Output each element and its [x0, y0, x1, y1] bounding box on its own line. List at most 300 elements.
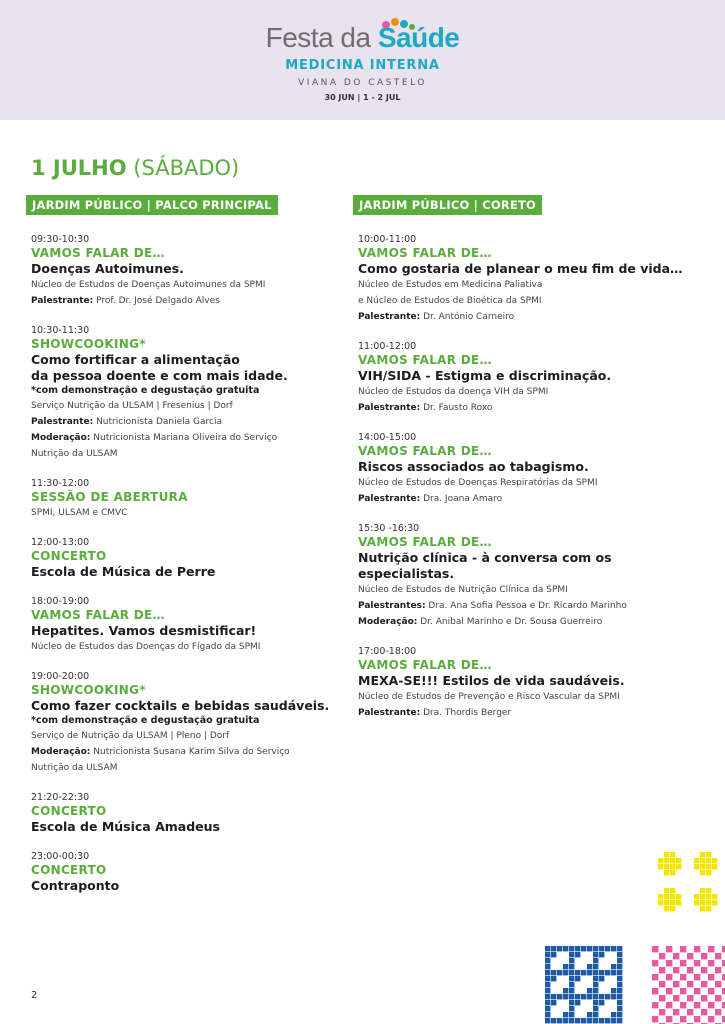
detail-label: Palestrante:	[358, 403, 421, 413]
tile-square	[587, 1012, 592, 1017]
tile-square	[659, 1009, 665, 1015]
tile-square	[551, 994, 556, 999]
tile-square	[706, 858, 711, 863]
left-column	[26, 194, 336, 909]
tile-square	[563, 970, 568, 975]
tile-square	[664, 900, 669, 905]
tile-square	[658, 864, 663, 869]
day-title	[31, 156, 239, 180]
event-detail-line	[31, 446, 336, 462]
detail-text: Núcleo de Estudos de Doenças Respiratórias da SPMI	[358, 478, 598, 488]
event-type: SHOWCOOKING*	[31, 683, 146, 697]
event-detail-line	[31, 398, 336, 414]
detail-label: Moderação:	[31, 433, 91, 443]
event-detail-line	[358, 400, 698, 416]
schedule-item	[31, 595, 336, 655]
tile-square	[569, 976, 574, 981]
tile-square	[575, 970, 580, 975]
tile-square	[708, 974, 714, 980]
tile-square	[670, 870, 675, 875]
tile-square	[666, 946, 672, 952]
detail-label: Palestrante:	[358, 708, 421, 718]
tile-square	[587, 1018, 592, 1023]
tile-square	[680, 988, 686, 994]
detail-label: Moderação:	[31, 747, 91, 757]
detail-text: Núcleo de Estudos em Medicina Paliativa	[358, 280, 543, 290]
tile-square	[680, 960, 686, 966]
detail-text: Serviço Nutrição da ULSAM | Fresenius | Dorf	[31, 401, 233, 411]
tile-square	[706, 864, 711, 869]
tile-square	[715, 967, 721, 973]
tile-square	[551, 952, 556, 957]
tile-square	[569, 1012, 574, 1017]
tile-square	[545, 982, 550, 987]
tile-square	[670, 852, 675, 857]
tile-square	[687, 995, 693, 1001]
right-column	[353, 194, 698, 736]
left-event-list	[26, 233, 336, 894]
event-detail-line	[31, 430, 336, 446]
tile-square	[670, 858, 675, 863]
tile-square	[569, 982, 574, 987]
event-detail-line	[358, 614, 698, 630]
event-title: Escola de Música de Perre	[31, 564, 216, 579]
tile-square	[617, 958, 622, 963]
event-detail-line	[358, 689, 698, 705]
tile-square	[673, 953, 679, 959]
tile-square	[617, 1018, 622, 1023]
tile-square	[587, 964, 592, 969]
detail-text: Dr. Fausto Roxo	[420, 403, 493, 413]
event-note: *com demonstração e degustação gratuita	[31, 385, 260, 396]
tile-square	[687, 1009, 693, 1015]
event-time: 21:20-22:30	[31, 792, 90, 803]
event-type: VAMOS FALAR DE…	[358, 535, 492, 549]
event-title: Escola de Música Amadeus	[31, 819, 220, 834]
right-event-list	[353, 233, 698, 721]
detail-label: Palestrantes:	[358, 601, 426, 611]
event-detail-line	[31, 293, 336, 309]
tile-square	[605, 994, 610, 999]
tile-square	[599, 994, 604, 999]
tile-square	[605, 946, 610, 951]
tile-square	[617, 952, 622, 957]
tile-square	[664, 906, 669, 911]
logo-prefix: Festa da	[265, 22, 378, 53]
tile-square	[708, 1016, 714, 1022]
tile-square	[694, 894, 699, 899]
tile-square	[617, 1000, 622, 1005]
tile-square	[563, 994, 568, 999]
detail-text: Dra. Thordis Berger	[420, 708, 512, 718]
detail-text: Núcleo de Estudos de Doenças Autoimunes da SPMI	[31, 280, 266, 290]
tile-square	[593, 958, 598, 963]
tile-square	[664, 870, 669, 875]
tile-square	[687, 953, 693, 959]
tile-square	[666, 1002, 672, 1008]
tile-square	[676, 864, 681, 869]
tile-square	[694, 858, 699, 863]
tile-square	[700, 852, 705, 857]
event-type: VAMOS FALAR DE…	[31, 246, 165, 260]
event-time: 17:00-18:00	[358, 646, 417, 657]
event-dates: 30 JUN | 1 - 2 JUL	[324, 93, 401, 102]
tile-square	[659, 953, 665, 959]
pink-tile-pattern-icon	[652, 946, 725, 1024]
tile-square	[569, 958, 574, 963]
tile-square	[676, 894, 681, 899]
tile-square	[694, 960, 700, 966]
event-note: *com demonstração e degustação gratuita	[31, 715, 260, 726]
tile-square	[545, 958, 550, 963]
tile-square	[611, 964, 616, 969]
tile-square	[700, 888, 705, 893]
detail-text: Núcleo de Estudos das Doenças do Fígado da SPMI	[31, 642, 261, 652]
schedule-item	[358, 340, 698, 416]
tile-square	[694, 900, 699, 905]
tile-square	[557, 994, 562, 999]
tile-square	[593, 970, 598, 975]
tile-square	[599, 1000, 604, 1005]
tile-square	[575, 952, 580, 957]
detail-text: Serviço de Nutrição da ULSAM | Pleno | Dorf	[31, 731, 230, 741]
tile-square	[593, 994, 598, 999]
tile-square	[659, 995, 665, 1001]
tile-square	[575, 976, 580, 981]
tile-square	[687, 981, 693, 987]
tile-square	[652, 1002, 658, 1008]
tile-square	[545, 1012, 550, 1017]
tile-square	[569, 994, 574, 999]
detail-label: Palestrante:	[31, 296, 94, 306]
event-time: 15:30 -16:30	[358, 523, 420, 534]
tile-square	[670, 864, 675, 869]
tile-square	[670, 894, 675, 899]
schedule-item	[31, 324, 336, 462]
event-type: VAMOS FALAR DE…	[358, 444, 492, 458]
tile-square	[712, 858, 717, 863]
tile-square	[599, 970, 604, 975]
event-city: VIANA DO CASTELO	[298, 78, 427, 88]
tile-square	[706, 888, 711, 893]
event-time: 10:30-11:30	[31, 325, 90, 336]
event-type: VAMOS FALAR DE…	[358, 658, 492, 672]
tile-square	[575, 994, 580, 999]
detail-text: Nutricionista Mariana Oliveira do Serviço	[90, 433, 278, 443]
tile-square	[569, 988, 574, 993]
event-detail-line	[31, 277, 336, 293]
event-time: 23:00-00:30	[31, 851, 90, 862]
tile-square	[701, 981, 707, 987]
tile-square	[658, 858, 663, 863]
tile-square	[557, 970, 562, 975]
tile-square	[712, 864, 717, 869]
tile-square	[694, 946, 700, 952]
tile-square	[666, 1016, 672, 1022]
tile-square	[617, 964, 622, 969]
tile-square	[617, 1012, 622, 1017]
event-title: Contraponto	[31, 878, 120, 893]
tile-square	[599, 976, 604, 981]
tile-square	[563, 1012, 568, 1017]
tile-square	[715, 995, 721, 1001]
tile-square	[658, 894, 663, 899]
tile-square	[611, 946, 616, 951]
tile-square	[676, 858, 681, 863]
event-time: 11:00-12:00	[358, 341, 417, 352]
detail-label: Palestrante:	[31, 417, 94, 427]
tile-square	[593, 964, 598, 969]
tile-square	[563, 946, 568, 951]
event-title: Como fazer cocktails e bebidas saudáveis.	[31, 698, 330, 713]
tile-square	[670, 900, 675, 905]
detail-text: Núcleo de Estudos de Nutrição Clínica da SPMI	[358, 585, 568, 595]
tile-square	[652, 988, 658, 994]
event-detail-line	[358, 293, 698, 309]
detail-text: Prof. Dr. José Delgado Alves	[93, 296, 220, 306]
event-title: VIH/SIDA - Estigma e discriminação.	[358, 368, 612, 383]
tile-square	[700, 858, 705, 863]
event-detail-line	[31, 744, 336, 760]
tile-square	[599, 1018, 604, 1023]
tile-square	[611, 994, 616, 999]
tile-square	[545, 964, 550, 969]
tile-square	[670, 888, 675, 893]
tile-square	[551, 976, 556, 981]
tile-square	[569, 970, 574, 975]
tile-square	[652, 974, 658, 980]
tile-square	[715, 981, 721, 987]
tile-square	[563, 988, 568, 993]
tile-square	[694, 864, 699, 869]
tile-square	[545, 976, 550, 981]
event-type: CONCERTO	[31, 863, 107, 877]
schedule-item	[31, 850, 336, 894]
detail-text: Nutricionista Daniela Garcia	[93, 417, 223, 427]
tile-square	[673, 967, 679, 973]
tile-square	[605, 970, 610, 975]
event-time: 09:30-10:30	[31, 234, 90, 245]
tile-square	[694, 988, 700, 994]
detail-text: Núcleo de Estudos de Prevenção e Risco Vascular da SPMI	[358, 692, 620, 702]
tile-square	[680, 946, 686, 952]
tile-square	[673, 995, 679, 1001]
tile-square	[581, 970, 586, 975]
tile-square	[664, 894, 669, 899]
tile-square	[652, 946, 658, 952]
event-time: 18:00-19:00	[31, 596, 90, 607]
tile-square	[701, 967, 707, 973]
tile-square	[569, 1006, 574, 1011]
venue-label-coreto: JARDIM PÚBLICO | CORETO	[353, 195, 542, 215]
event-title: Riscos associados ao tabagismo.	[358, 459, 589, 474]
event-detail-line	[358, 309, 698, 325]
tile-square	[700, 906, 705, 911]
tile-square	[652, 1016, 658, 1022]
tile-square	[617, 946, 622, 951]
detail-text: Nutricionista Susana Karim Silva do Serviço	[90, 747, 290, 757]
event-detail-line	[31, 414, 336, 430]
schedule-item	[31, 536, 336, 580]
tile-square	[551, 970, 556, 975]
tile-square	[706, 906, 711, 911]
day-date: 1 JULHO	[31, 156, 127, 180]
event-type: VAMOS FALAR DE…	[358, 246, 492, 260]
event-detail-line	[358, 475, 698, 491]
tile-square	[569, 1000, 574, 1005]
tile-square	[557, 946, 562, 951]
detail-label: Palestrante:	[358, 494, 421, 504]
tile-square	[617, 1006, 622, 1011]
tile-square	[706, 900, 711, 905]
event-title: Como fortificar a alimentação da pessoa doente e com mais idade.	[31, 352, 288, 383]
tile-square	[712, 900, 717, 905]
event-title: Nutrição clínica - à conversa com os especialistas.	[358, 550, 612, 581]
tile-square	[545, 952, 550, 957]
tile-square	[593, 946, 598, 951]
tile-square	[593, 988, 598, 993]
event-type: SHOWCOOKING*	[31, 337, 146, 351]
event-detail-line	[358, 384, 698, 400]
schedule-item	[358, 645, 698, 721]
schedule-item	[358, 522, 698, 630]
event-type: CONCERTO	[31, 804, 107, 818]
tile-square	[551, 946, 556, 951]
tile-square	[575, 1018, 580, 1023]
event-detail-line	[31, 760, 336, 776]
tile-square	[581, 1018, 586, 1023]
tile-square	[587, 946, 592, 951]
event-logo	[0, 22, 725, 54]
event-detail-line	[358, 582, 698, 598]
tile-square	[676, 900, 681, 905]
tile-square	[701, 953, 707, 959]
tile-square	[700, 870, 705, 875]
tile-square	[545, 1000, 550, 1005]
tile-square	[694, 1016, 700, 1022]
tile-square	[664, 888, 669, 893]
day-weekday: (SÁBADO)	[133, 156, 240, 180]
tile-square	[581, 994, 586, 999]
yellow-tile-pattern-icon	[652, 846, 725, 919]
event-title: MEXA-SE!!! Estilos de vida saudáveis.	[358, 673, 625, 688]
tile-square	[569, 964, 574, 969]
tile-square	[658, 900, 663, 905]
tile-square	[587, 970, 592, 975]
tile-square	[581, 946, 586, 951]
detail-text: Nutrição da ULSAM	[31, 449, 118, 459]
event-time: 12:00-13:00	[31, 537, 90, 548]
tile-square	[611, 988, 616, 993]
tile-square	[666, 960, 672, 966]
tile-square	[575, 946, 580, 951]
tile-square	[593, 1006, 598, 1011]
event-detail-line	[358, 598, 698, 614]
tile-square	[569, 946, 574, 951]
event-type: VAMOS FALAR DE…	[358, 353, 492, 367]
tile-square	[664, 864, 669, 869]
event-detail-line	[31, 639, 336, 655]
tile-square	[694, 1002, 700, 1008]
tile-square	[700, 894, 705, 899]
tile-square	[605, 1018, 610, 1023]
detail-text: e Núcleo de Estudos de Bioética da SPMI	[358, 296, 542, 306]
logo-accent: Saúde	[377, 22, 460, 53]
venue-label-palco-principal: JARDIM PÚBLICO | PALCO PRINCIPAL	[26, 195, 278, 215]
event-title: Hepatites. Vamos desmistificar!	[31, 623, 257, 638]
event-time: 19:00-20:00	[31, 671, 90, 682]
schedule-item	[358, 233, 698, 325]
tile-square	[593, 1000, 598, 1005]
tile-square	[563, 964, 568, 969]
detail-text: Dr. Anibal Marinho e Dr. Sousa Guerreiro	[417, 617, 603, 627]
tile-square	[593, 1018, 598, 1023]
tile-square	[599, 952, 604, 957]
tile-square	[611, 970, 616, 975]
tile-square	[706, 894, 711, 899]
tile-square	[706, 852, 711, 857]
tile-square	[617, 994, 622, 999]
tile-square	[545, 970, 550, 975]
event-detail-line	[358, 705, 698, 721]
tile-square	[545, 988, 550, 993]
detail-text: Nutrição da ULSAM	[31, 763, 118, 773]
tile-square	[666, 988, 672, 994]
tile-square	[593, 982, 598, 987]
detail-text: Dra. Joana Amaro	[420, 494, 503, 504]
schedule-item	[31, 477, 336, 521]
event-type: SESSÃO DE ABERTURA	[31, 490, 188, 504]
tile-square	[659, 981, 665, 987]
tile-square	[617, 982, 622, 987]
tile-square	[587, 994, 592, 999]
detail-text: SPMI, ULSAM e CMVC	[31, 508, 128, 518]
tile-square	[611, 1018, 616, 1023]
tile-square	[599, 946, 604, 951]
tile-square	[575, 1000, 580, 1005]
tile-square	[706, 870, 711, 875]
detail-label: Palestrante:	[358, 312, 421, 322]
tile-square	[659, 967, 665, 973]
tile-square	[563, 1018, 568, 1023]
event-detail-line	[31, 728, 336, 744]
tile-square	[694, 974, 700, 980]
tile-square	[664, 858, 669, 863]
tile-square	[617, 970, 622, 975]
tile-square	[708, 1002, 714, 1008]
tile-square	[652, 960, 658, 966]
tile-square	[611, 1012, 616, 1017]
tile-square	[569, 952, 574, 957]
tile-square	[666, 974, 672, 980]
event-time: 10:00-11:00	[358, 234, 417, 245]
tile-square	[617, 976, 622, 981]
event-time: 11:30-12:00	[31, 478, 90, 489]
tile-square	[593, 952, 598, 957]
event-detail-line	[31, 505, 336, 521]
event-time: 14:00-15:00	[358, 432, 417, 443]
tile-square	[593, 976, 598, 981]
tile-square	[664, 852, 669, 857]
tile-square	[673, 1009, 679, 1015]
tile-square	[680, 1016, 686, 1022]
tile-square	[617, 988, 622, 993]
tile-square	[545, 1006, 550, 1011]
event-detail-line	[358, 277, 698, 293]
tile-square	[569, 1018, 574, 1023]
tile-square	[593, 1012, 598, 1017]
tile-square	[701, 1009, 707, 1015]
